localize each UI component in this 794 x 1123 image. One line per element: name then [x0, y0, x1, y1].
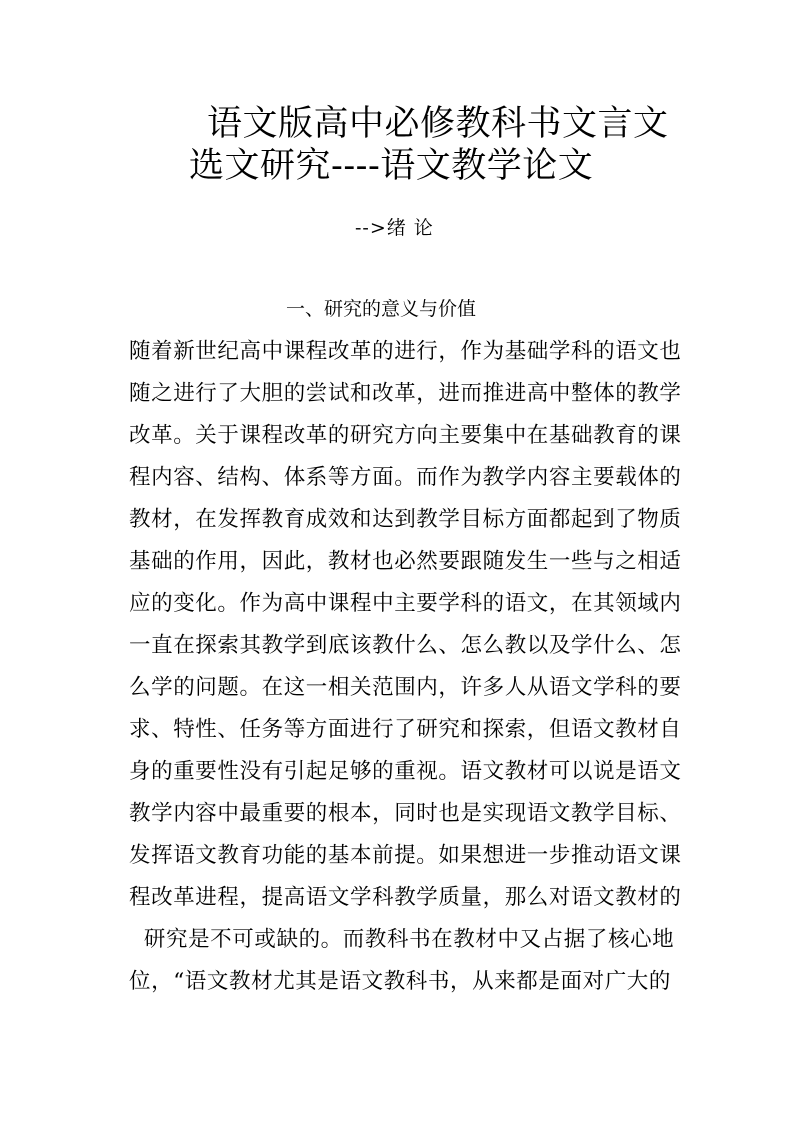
- body-line: 教学内容中最重要的根本，同时也是实现语文教学目标、: [129, 801, 682, 826]
- body-line: 随着新世纪高中课程改革的进行，作为基础学科的语文也: [129, 339, 682, 364]
- body-line: 发挥语文教育功能的基本前提。如果想进一步推动语文课: [129, 843, 682, 868]
- section-heading: 一、研究的意义与价值: [286, 298, 477, 320]
- body-line: 程改革进程，提高语文学科教学质量，那么对语文教材的: [129, 885, 682, 910]
- body-line: 位，“语文教材尤其是语文教科书，从来都是面对广大的: [129, 969, 671, 994]
- body-line: 身的重要性没有引起足够的重视。语文教材可以说是语文: [129, 759, 682, 784]
- body-line: 教材，在发挥教育成效和达到教学目标方面都起到了物质: [129, 507, 682, 532]
- document-title-line-1: 语文版高中必修教科书文言文: [207, 104, 669, 144]
- body-line: 基础的作用，因此，教材也必然要跟随发生一些与之相适: [129, 549, 682, 574]
- body-line: 随之进行了大胆的尝试和改革，进而推进高中整体的教学: [129, 381, 682, 406]
- document-subtitle: -->绪 论: [355, 217, 434, 239]
- body-line: 求、特性、任务等方面进行了研究和探索，但语文教材自: [129, 717, 682, 742]
- document-title-line-2: 选文研究----语文教学论文: [189, 146, 594, 186]
- body-line: 一直在探索其教学到底该教什么、怎么教以及学什么、怎: [129, 633, 682, 658]
- body-line: 应的变化。作为高中课程中主要学科的语文，在其领域内: [129, 591, 682, 616]
- body-line: 改革。关于课程改革的研究方向主要集中在基础教育的课: [129, 423, 682, 448]
- body-line: 么学的问题。在这一相关范围内，许多人从语文学科的要: [129, 675, 682, 700]
- body-line: 研究是不可或缺的。而教科书在教材中又占据了核心地: [129, 927, 675, 952]
- body-line: 程内容、结构、体系等方面。而作为教学内容主要载体的: [129, 465, 682, 490]
